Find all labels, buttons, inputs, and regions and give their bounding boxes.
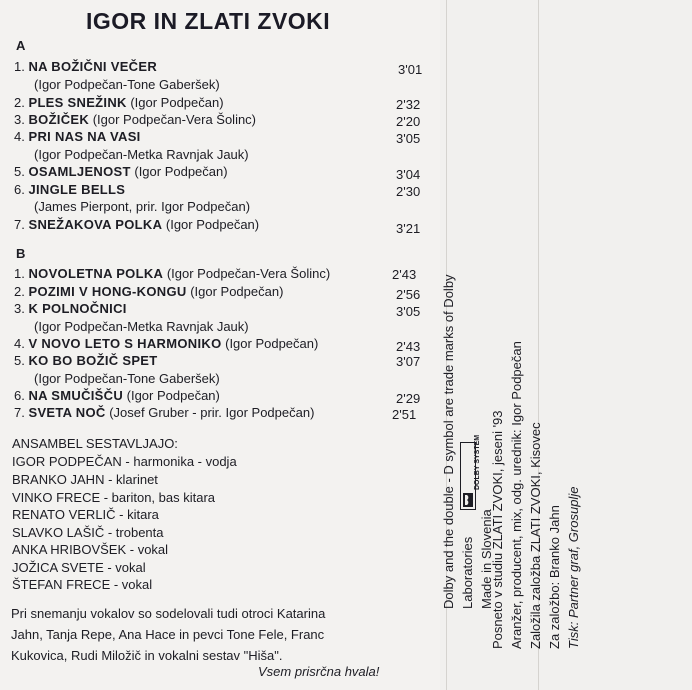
track-number: 7. bbox=[14, 405, 25, 420]
track-credit: (Igor Podpečan) bbox=[134, 164, 228, 179]
track-number: 3. bbox=[14, 301, 25, 316]
track-title: NA BOŽIČNI VEČER bbox=[28, 59, 158, 74]
track-duration: 2'51 bbox=[392, 407, 417, 422]
track-title: PLES SNEŽINK bbox=[28, 95, 127, 110]
track-b3 bbox=[14, 300, 127, 317]
ensemble-member: IGOR PODPEČAN - harmonika - vodja bbox=[12, 454, 237, 469]
track-number: 1. bbox=[14, 266, 25, 281]
track-number: 1. bbox=[14, 59, 25, 74]
credit-line: Aranžer, producent, mix, odg. urednik: Igor Podpečan bbox=[509, 341, 524, 649]
track-duration: 2'30 bbox=[396, 184, 421, 199]
track-b4 bbox=[14, 335, 318, 352]
track-number: 5. bbox=[14, 164, 25, 179]
track-b6 bbox=[14, 387, 220, 404]
track-credit: (Igor Podpečan-Vera Šolinc) bbox=[166, 266, 331, 281]
track-a3 bbox=[14, 111, 256, 128]
track-duration: 2'32 bbox=[396, 97, 421, 112]
track-credit: (Igor Podpečan) bbox=[190, 284, 284, 299]
dolby-logo-text: DOLBY SYSTEM bbox=[474, 434, 481, 490]
track-duration: 2'29 bbox=[396, 391, 421, 406]
track-title: NOVOLETNA POLKA bbox=[28, 266, 164, 281]
track-a6 bbox=[14, 181, 125, 198]
vocal-note bbox=[11, 603, 411, 666]
track-credit: (Josef Gruber - prir. Igor Podpečan) bbox=[109, 405, 315, 420]
track-title: V NOVO LETO S HARMONIKO bbox=[28, 336, 222, 351]
track-duration: 2'20 bbox=[396, 114, 421, 129]
track-credit: (James Pierpont, prir. Igor Podpečan) bbox=[34, 199, 251, 214]
track-a4 bbox=[14, 128, 141, 145]
track-number: 2. bbox=[14, 284, 25, 299]
track-number: 3. bbox=[14, 112, 25, 127]
track-duration: 2'56 bbox=[396, 287, 421, 302]
credit-line: Tisk: Partner graf, Grosuplje bbox=[566, 486, 581, 649]
credit-line: Za založbo: Branko Jahn bbox=[547, 505, 562, 649]
track-number: 4. bbox=[14, 336, 25, 351]
track-title: K POLNOČNICI bbox=[28, 301, 127, 316]
track-credit: (Igor Podpečan-Metka Ravnjak Jauk) bbox=[34, 147, 249, 162]
ensemble-member: ANKA HRIBOVŠEK - vokal bbox=[12, 542, 169, 557]
track-credit: (Igor Podpečan) bbox=[165, 217, 260, 232]
track-title: SNEŽAKOVA POLKA bbox=[28, 217, 163, 232]
thanks-text: Vsem prisrčna hvala! bbox=[258, 664, 380, 679]
ensemble-title: ANSAMBEL SESTAVLJAJO: bbox=[12, 436, 178, 451]
track-credit: (Igor Podpečan-Tone Gaberšek) bbox=[34, 371, 220, 386]
track-number: 4. bbox=[14, 129, 25, 144]
track-duration: 3'04 bbox=[396, 167, 421, 182]
track-credit: (Igor Podpečan-Metka Ravnjak Jauk) bbox=[34, 319, 249, 334]
track-a1 bbox=[14, 58, 157, 75]
track-b7 bbox=[14, 404, 314, 421]
track-duration: 3'05 bbox=[396, 304, 421, 319]
credit-line: Posneto v studiu ZLATI ZVOKI, jeseni '93 bbox=[490, 410, 505, 649]
track-duration: 3'05 bbox=[396, 131, 421, 146]
track-credit: (Igor Podpečan-Vera Šolinc) bbox=[92, 112, 257, 127]
track-title: BOŽIČEK bbox=[28, 112, 90, 127]
note-line: Pri snemanju vokalov so sodelovali tudi otroci Katarina bbox=[11, 606, 326, 621]
track-credit: (Igor Podpečan) bbox=[225, 336, 319, 351]
ensemble-member: RENATO VERLIČ - kitara bbox=[12, 507, 159, 522]
note-line: Kukovica, Rudi Miložič in vokalni sestav "Hiša". bbox=[11, 648, 283, 663]
note-line: Jahn, Tanja Repe, Ana Hace in pevci Tone Fele, Franc bbox=[11, 627, 325, 642]
track-number: 2. bbox=[14, 95, 25, 110]
track-duration: 3'07 bbox=[396, 354, 421, 369]
track-number: 7. bbox=[14, 217, 25, 232]
ensemble-member: JOŽICA SVETE - vokal bbox=[12, 560, 146, 575]
track-duration: 3'01 bbox=[398, 62, 423, 77]
track-title: KO BO BOŽIČ SPET bbox=[28, 353, 158, 368]
production-credits bbox=[488, 341, 583, 649]
track-title: NA SMUČIŠČU bbox=[28, 388, 124, 403]
ensemble-member: SLAVKO LAŠIČ - trobenta bbox=[12, 525, 164, 540]
track-title: SVETA NOČ bbox=[28, 405, 106, 420]
ensemble-member: ŠTEFAN FRECE - vokal bbox=[12, 577, 153, 592]
track-number: 6. bbox=[14, 182, 25, 197]
track-duration: 2'43 bbox=[392, 267, 417, 282]
track-number: 6. bbox=[14, 388, 25, 403]
track-title: PRI NAS NA VASI bbox=[28, 129, 141, 144]
track-title: OSAMLJENOST bbox=[28, 164, 131, 179]
track-b5 bbox=[14, 352, 158, 369]
credit-line: Založila založba ZLATI ZVOKI, Kisovec bbox=[528, 422, 543, 649]
track-duration: 3'21 bbox=[396, 221, 421, 236]
track-title: POZIMI V HONG-KONGU bbox=[28, 284, 187, 299]
track-a5 bbox=[14, 163, 228, 180]
track-title: JINGLE BELLS bbox=[28, 182, 126, 197]
track-credit: (Igor Podpečan) bbox=[126, 388, 220, 403]
dolby-line: Made in Slovenia bbox=[479, 509, 494, 609]
track-b1 bbox=[14, 265, 330, 282]
side-b-label: B bbox=[16, 246, 26, 261]
track-duration: 2'43 bbox=[396, 339, 421, 354]
dolby-line: Laboratories bbox=[460, 536, 475, 609]
side-a-label: A bbox=[16, 38, 26, 53]
track-number: 5. bbox=[14, 353, 25, 368]
dolby-line: Dolby and the double - D symbol are trade marks of Dolby bbox=[441, 274, 456, 609]
track-credit: (Igor Podpečan-Tone Gaberšek) bbox=[34, 77, 220, 92]
ensemble-member: VINKO FRECE - bariton, bas kitara bbox=[12, 490, 216, 505]
track-a7 bbox=[14, 216, 259, 233]
album-title: IGOR IN ZLATI ZVOKI bbox=[86, 8, 331, 34]
track-credit: (Igor Podpečan) bbox=[130, 95, 224, 110]
ensemble-member: BRANKO JAHN - klarinet bbox=[12, 472, 158, 487]
track-a2 bbox=[14, 94, 224, 111]
track-b2 bbox=[14, 283, 283, 300]
